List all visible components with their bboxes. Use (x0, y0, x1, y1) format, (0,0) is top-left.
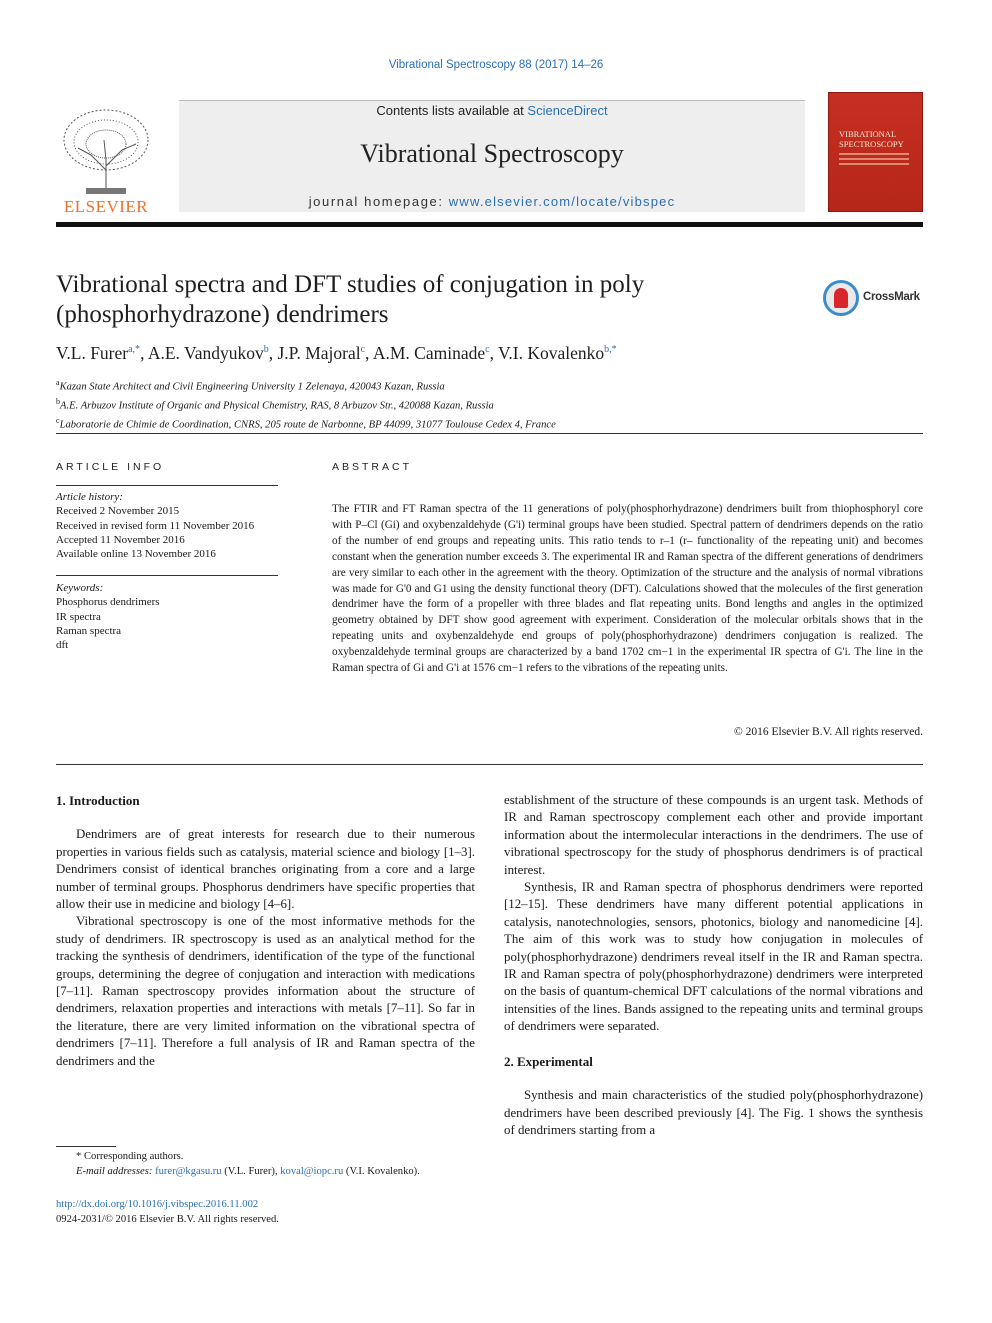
crossmark-label: CrossMark (863, 291, 920, 303)
crossmark-badge[interactable] (823, 280, 933, 320)
history-item: Received in revised form 11 November 2016 (56, 519, 255, 532)
doi-block (56, 1198, 279, 1227)
journal-reference-link[interactable]: Vibrational Spectroscopy 88 (2017) 14–26 (388, 59, 604, 71)
divider (56, 764, 923, 765)
body-column-right (504, 792, 923, 1139)
elsevier-wordmark: ELSEVIER (63, 197, 149, 216)
affiliation: $^a$Kazan State Architect and Civil Engineering University 1 Zelenaya, 420043 Kazan, Russia (56, 378, 445, 393)
history-item: Received 2 November 2015 (56, 505, 180, 518)
history-label: Article history: (56, 491, 123, 503)
journal-header (179, 100, 805, 212)
history-item: Available online 13 November 2016 (56, 548, 216, 561)
paragraph: Dendrimers are of great interests for research due to their numerous properties in various fields such as catalysis, material science and biology [1–3]. Dendrimers consist of identical branches originating from a core and a large number of terminal groups. Phosphorus dendrimers have specific properties that allow their use in medicine and biology [4–6]. (56, 827, 475, 912)
cover-title: VIBRATIONAL SPECTROSCOPY (839, 129, 904, 149)
doi-link[interactable]: http://dx.doi.org/10.1016/j.vibspec.2016.11.002 (56, 1199, 259, 1210)
author-affiliation-mark[interactable]: b,* (604, 344, 617, 356)
paragraph: Vibrational spectroscopy is one of the most informative methods for the study of dendrimers. IR spectroscopy is used as an analytical method for the tracking the synthesis of dendrimers, identification of the type of the functional groups, determining the degree of conjugation and interaction with medications [7–11]. Raman spectroscopy provides information about the structure of dendrimers, relaxation properties and interactions with metals [7–11]. So far in the literature, there are very limited information on the vibrational spectra of dendrimers [7–11]. Therefore a full analysis of IR and Raman spectra of the dendrimers and the (56, 914, 475, 1068)
article-title: Vibrational spectra and DFT studies of conjugation in poly (phosphorhydrazone) dendrimers (56, 271, 645, 328)
section-heading-introduction: 1. Introduction (56, 793, 140, 808)
divider (56, 575, 278, 576)
article-history (56, 490, 254, 561)
keywords (56, 581, 160, 652)
abstract-copyright: © 2016 Elsevier B.V. All rights reserved. (734, 726, 923, 738)
author-affiliation-mark[interactable]: c (485, 344, 490, 356)
homepage-link[interactable]: www.elsevier.com/locate/vibspec (448, 194, 676, 209)
body-column-left (56, 792, 475, 1070)
author-name[interactable]: V.L. Furer (56, 343, 129, 363)
corresponding-footnote: * Corresponding authors. E-mail addresses: furer@kgasu.ru (V.L. Furer), koval@iopc.ru (V.I. Kovalenko). (76, 1151, 420, 1177)
corresponding-label: Corresponding authors. (83, 1151, 184, 1162)
crossmark-icon (823, 280, 859, 316)
paragraph: establishment of the structure of these compounds is an urgent task. Methods of IR and Raman spectroscopy complement each other and provide important information about the intermolecular interactions in the dendrimers. The use of vibrational spectroscopy for the study of phosphorus dendrimers is of practical interest. (504, 793, 923, 877)
abstract-text: The FTIR and FT Raman spectra of the 11 generations of poly(phosphorhydrazone) dendrimers built from thiophosphoryl core with P–Cl (Gi) and oxybenzaldehyde (G'i) terminal groups have been studied. Spectral pattern of dendrimers depends on the ratio of the number of end groups and repeating units. This ratio tends to r–1 (r– functionality of the repeating unit) and becomes constant when the generation number exceeds 3. The experimental IR and Raman spectra of the different generations of dendrimers are very similar to each other in the agreement with the theory. Optimization of the structure and the analysis of normal vibrations was made for G'0 and G1 using the density functional theory (DFT). Calculations showed that the molecules of the first generation dendrimer have the form of a propeller with three blades and flat repeating units. Bond lengths and angles in the optimized geometry obtained by DFT show good agreement with experiment. Consideration of the molecular orbitals shows that in the repeating units and oxybenzaldehyde end groups of poly(phosphorhydrazone) dendrimers conjugation is realized. The oxybenzaldehyde terminal groups are characterized by a band 1702 cm−1 in the experimental IR spectra of G'i. The line in the Raman spectra of Gi and G'i at 1576 cm−1 refers to the vibrations of the repeating units. (332, 503, 923, 675)
affiliations (56, 376, 556, 433)
article-info-heading: ARTICLE INFO (56, 461, 165, 473)
author-affiliation-mark[interactable]: c (360, 344, 366, 356)
author-name[interactable]: A.E. Vandyukov (147, 343, 264, 363)
paragraph: Synthesis and main characteristics of the studied poly(phosphorhydrazone) dendrimers have been described previously [4]. The Fig. 1 shows the synthesis of dendrimers starting from a (504, 1088, 923, 1137)
author-affiliation-mark[interactable]: b (263, 344, 269, 356)
keyword: IR spectra (56, 610, 101, 623)
header-rule (56, 222, 923, 227)
email-link-koval[interactable]: koval@iopc.ru (280, 1165, 344, 1177)
issn-line: 0924-2031/© 2016 Elsevier B.V. All rights reserved. (56, 1213, 279, 1225)
history-item: Accepted 11 November 2016 (56, 533, 185, 546)
author-name[interactable]: A.M. Caminade (372, 343, 486, 363)
sciencedirect-link[interactable]: ScienceDirect (527, 103, 608, 118)
homepage-line: journal homepage: www.elsevier.com/locate/vibspec (308, 194, 676, 209)
email-link-furer[interactable]: furer@kgasu.ru (155, 1165, 222, 1177)
divider (56, 433, 923, 434)
journal-cover[interactable] (828, 92, 923, 212)
divider (56, 485, 278, 486)
abstract-heading: ABSTRACT (332, 461, 413, 473)
author-name[interactable]: V.I. Kovalenko (498, 343, 605, 363)
section-heading-experimental: 2. Experimental (504, 1053, 593, 1069)
affiliation: $^c$Laboratorie de Chimie de Coordination, CNRS, 205 route de Narbonne, BP 44099, 31077 Toulouse Cedex 4, France (56, 416, 556, 431)
author-name[interactable]: J.P. Majoral (277, 343, 361, 363)
cover-decoration (839, 153, 909, 168)
footnote-rule (56, 1146, 116, 1147)
paragraph: Synthesis, IR and Raman spectra of phosphorus dendrimers were reported [12–15]. These dendrimers have many different potential applications in catalysis, nanotechnologies, sensors, photonics, biology and nanomedicine [4]. The aim of this work was to study how conjugation in molecules of poly(phosphorhydrazone) dendrimers reveal itself in the IR and Raman spectra. IR and Raman spectra of poly(phosphorhydrazone) dendrimers were interpreted on the basis of quantum-chemical DFT calculations of the normal vibrations and intensities of the lines. Bands assigned to the repeating units and terminal groups of dendrimers were separated. (504, 880, 923, 1034)
author-list: V.L. Furer$^{a,*}$, A.E. Vandyukov$^b$, J.P. Majoral$^c$, A.M. Caminade$^c$, V.I. Kovalenko$^{b,*}$ (56, 343, 617, 363)
keywords-label: Keywords: (56, 582, 104, 594)
keyword: Phosphorus dendrimers (56, 596, 160, 609)
elsevier-tree-logo (56, 100, 156, 216)
journal-name: Vibrational Spectroscopy (360, 139, 624, 168)
contents-line: Contents lists available at ScienceDirect (376, 103, 608, 118)
keyword: dft (56, 639, 69, 652)
affiliation: $^b$A.E. Arbuzov Institute of Organic and Physical Chemistry, RAS, 8 Arbuzov Str., 420088 Kazan, Russia (56, 397, 494, 412)
author-affiliation-mark[interactable]: a,* (128, 344, 141, 356)
keyword: Raman spectra (56, 624, 122, 637)
